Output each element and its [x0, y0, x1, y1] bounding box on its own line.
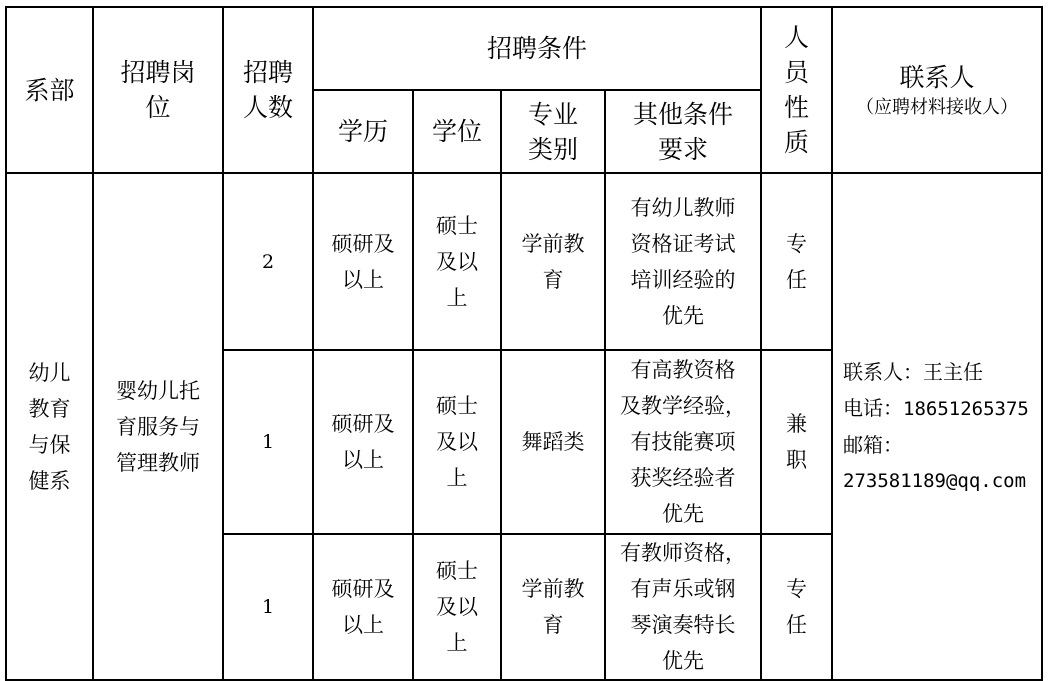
other-cell: 有教师资格， 有声乐或钢 琴演奏特长 优先 — [605, 534, 761, 680]
count-cell: 2 — [223, 173, 313, 350]
other-cell: 有幼儿教师 资格证考试 培训经验的 优先 — [605, 173, 761, 350]
count-cell: 1 — [223, 534, 313, 680]
nature-cell: 专 任 — [761, 534, 832, 680]
contact-email-label: 邮箱： — [843, 433, 903, 457]
major-cell: 学前教 育 — [501, 173, 605, 350]
table-row — [6, 173, 1042, 350]
department-cell: 幼儿 教育 与保 健系 — [6, 173, 93, 680]
header-degree: 学位 — [413, 90, 501, 173]
header-major: 专业 类别 — [501, 90, 605, 173]
degree-cell: 硕士 及以 上 — [413, 173, 501, 350]
contact-person: 联系人：王主任 — [843, 360, 983, 384]
position-cell: 婴幼儿托 育服务与 管理教师 — [93, 173, 223, 680]
header-other: 其他条件 要求 — [605, 90, 761, 173]
other-cell: 有高教资格 及教学经验， 有技能赛项 获奖经验者 优先 — [605, 350, 761, 534]
major-cell: 学前教 育 — [501, 534, 605, 680]
education-cell: 硕研及 以上 — [313, 173, 413, 350]
header-contact: 联系人 （应聘材料接收人） — [832, 7, 1042, 173]
education-cell: 硕研及 以上 — [313, 534, 413, 680]
header-education: 学历 — [313, 90, 413, 173]
contact-cell — [832, 173, 1042, 680]
contact-email[interactable]: 273581189@qq.com — [843, 470, 1027, 492]
major-cell: 舞蹈类 — [501, 350, 605, 534]
count-cell: 1 — [223, 350, 313, 534]
header-position: 招聘岗 位 — [93, 7, 223, 173]
degree-cell: 硕士 及以 上 — [413, 534, 501, 680]
degree-cell: 硕士 及以 上 — [413, 350, 501, 534]
header-dept: 系部 — [6, 7, 93, 173]
header-nature: 人 员 性 质 — [761, 7, 832, 173]
header-conditions: 招聘条件 — [313, 7, 761, 90]
contact-phone: 电话：18651265375 — [843, 396, 1029, 420]
header-contact-sub: （应聘材料接收人） — [856, 96, 1018, 118]
nature-cell: 专 任 — [761, 173, 832, 350]
recruitment-table — [5, 6, 1043, 681]
header-count: 招聘 人数 — [223, 7, 313, 173]
education-cell: 硕研及 以上 — [313, 350, 413, 534]
nature-cell: 兼 职 — [761, 350, 832, 534]
